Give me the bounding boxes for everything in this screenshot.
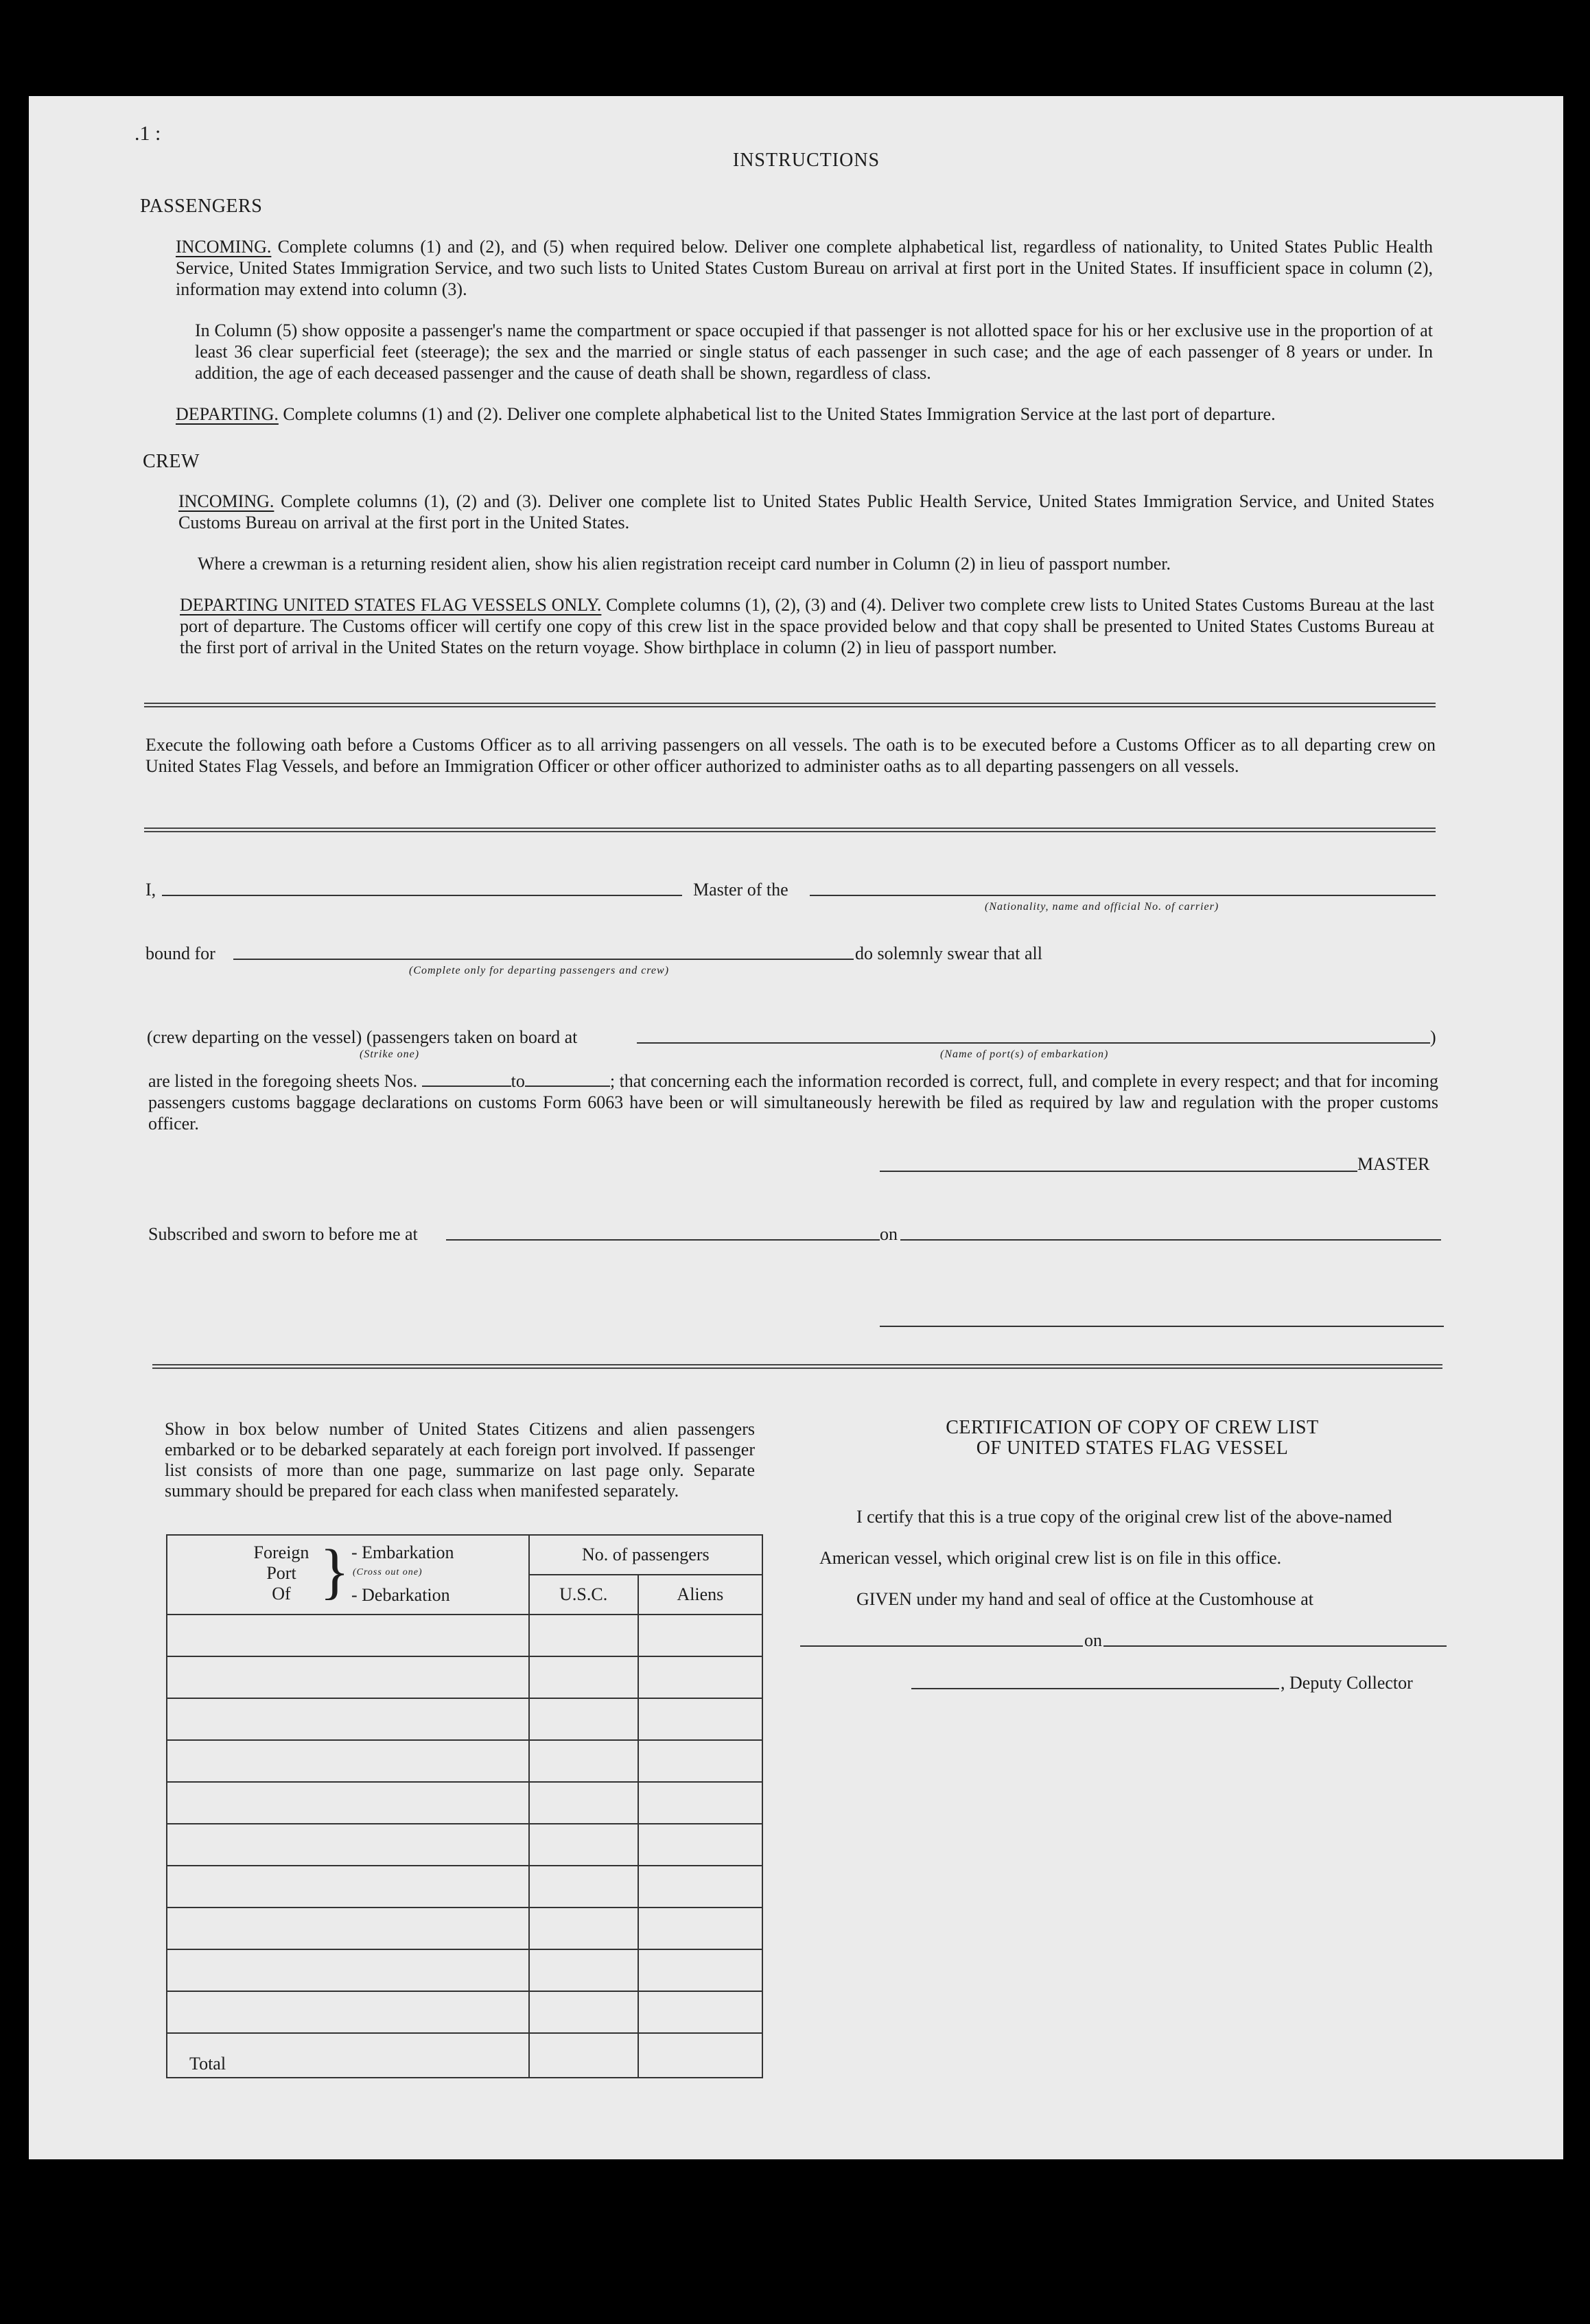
listed-pre-text: are listed in the foregoing sheets Nos. <box>148 1071 418 1091</box>
passengers-departing-label: DEPARTING. <box>176 404 279 424</box>
carrier-field[interactable] <box>810 895 1436 896</box>
usc-cell[interactable] <box>529 1824 638 1866</box>
usc-header: U.S.C. <box>529 1575 638 1615</box>
page-number-mark: .1 : <box>135 122 161 145</box>
crew-incoming-label: INCOMING. <box>178 491 274 511</box>
aliens-cell[interactable] <box>638 1656 762 1698</box>
passengers-incoming-text: Complete columns (1) and (2), and (5) when required below. Deliver one complete alphabetical list, regardless of nationality, to United States Public Health Service, United States Immigration Service, and two such lists to United States Custom Bureau on arrival at first port in the United States. If insufficient space in column (2), information may extend into column (3). <box>176 237 1433 299</box>
passengers-column5-paragraph: In Column (5) show opposite a passenger's name the compartment or space occupied if that passenger is not allotted space for his or her exclusive use in the proportion of at least 36 clear superficial feet (steerage); the sex and the married or single status of each passenger in such case; and the age of each passenger of 8 years or under. In addition, the age of each deceased passenger and the cause of death shall be shown, regardless of class. <box>195 320 1433 383</box>
aliens-cell[interactable] <box>638 1866 762 1908</box>
passenger-summary-table <box>166 1534 763 2078</box>
table-row <box>167 1615 762 1656</box>
embarkation-label: - Embarkation <box>351 1542 454 1562</box>
total-label: Total <box>167 2033 529 2078</box>
aliens-cell[interactable] <box>638 1949 762 1991</box>
port-note: (Name of port(s) of embarkation) <box>940 1048 1109 1060</box>
aliens-header: Aliens <box>638 1575 762 1615</box>
no-passengers-header: No. of passengers <box>529 1535 762 1575</box>
crew-resident-paragraph: Where a crewman is a returning resident alien, show his alien registration receipt card number in Column (2) in lieu of passport number. <box>198 554 1171 574</box>
port-cell[interactable] <box>167 1698 529 1740</box>
table-row <box>167 1782 762 1824</box>
certification-on-label: on <box>1084 1630 1102 1650</box>
table-row <box>167 1824 762 1866</box>
crew-departing-paragraph <box>180 594 1434 658</box>
aliens-cell[interactable] <box>638 1615 762 1656</box>
passengers-departing-paragraph <box>176 403 1433 425</box>
usc-cell[interactable] <box>529 1908 638 1949</box>
deputy-collector-label: , Deputy Collector <box>1281 1673 1413 1693</box>
port-cell[interactable] <box>167 1866 529 1908</box>
aliens-cell[interactable] <box>638 1698 762 1740</box>
usc-cell[interactable] <box>529 1656 638 1698</box>
subscribed-label: Subscribed and sworn to before me at <box>148 1224 418 1244</box>
strike-one-note: (Strike one) <box>360 1048 420 1060</box>
sworn-date-field[interactable] <box>900 1239 1441 1241</box>
aliens-cell[interactable] <box>638 1782 762 1824</box>
listed-to-text: to <box>511 1071 525 1091</box>
certification-heading-line1: CERTIFICATION OF COPY OF CREW LIST <box>946 1417 1319 1438</box>
deputy-collector-signature-field[interactable] <box>911 1688 1279 1689</box>
usc-cell[interactable] <box>529 1740 638 1782</box>
usc-cell[interactable] <box>529 1991 638 2033</box>
usc-cell[interactable] <box>529 1866 638 1908</box>
officer-signature-field[interactable] <box>880 1326 1444 1327</box>
certification-heading-line2: OF UNITED STATES FLAG VESSEL <box>976 1437 1289 1459</box>
port-cell[interactable] <box>167 1740 529 1782</box>
master-name-field[interactable] <box>162 895 682 896</box>
crew-incoming-text: Complete columns (1), (2) and (3). Deliver one complete list to United States Public Health Service, United States Immigration Service, and United States Customs Bureau on arrival at the first port in the United States. <box>178 491 1434 532</box>
listed-post-text: ; that concerning each the information recorded is correct, full, and complete in every respect; and that for incoming passengers customs baggage declarations on customs Form 6063 have been or will simultaneously herewith be filed as required by law and regulation with the proper customs officer. <box>148 1071 1438 1134</box>
bound-for-note: (Complete only for departing passengers and crew) <box>409 965 670 976</box>
table-row <box>167 1991 762 2033</box>
port-cell[interactable] <box>167 1949 529 1991</box>
page-title: INSTRUCTIONS <box>732 150 880 171</box>
bound-for-label: bound for <box>145 943 215 963</box>
sheet-from-field[interactable] <box>422 1072 511 1087</box>
crew-departing-text: Complete columns (1), (2), (3) and (4). Deliver two complete crew lists to United States Customs Bureau at the last port of departure. The Customs officer will certify one copy of this crew list in the space provided below and that copy shall be presented to United States Customs Bureau at the first port of arrival in the United States on the return voyage. Show birthplace in column (2) in lieu of passport number. <box>180 595 1434 657</box>
section-divider <box>144 828 1436 832</box>
sworn-at-field[interactable] <box>446 1239 880 1241</box>
brace-symbol: } <box>320 1538 350 1606</box>
oath-on-label: on <box>880 1224 898 1244</box>
of-label: Of <box>272 1584 291 1604</box>
port-cell[interactable] <box>167 1782 529 1824</box>
table-row <box>167 1949 762 1991</box>
usc-cell[interactable] <box>529 1782 638 1824</box>
oath-instructions: Execute the following oath before a Customs Officer as to all arriving passengers on all vessels. The oath is to be executed before a Customs Officer as to all departing crew on United States Flag Vessels, and before an Immigration Officer or other officer authorized to administer oaths as to all departing passengers on all vessels. <box>145 735 1436 776</box>
certification-heading <box>803 1418 1462 1459</box>
aliens-cell[interactable] <box>638 1740 762 1782</box>
passengers-heading: PASSENGERS <box>140 196 263 217</box>
crew-departing-label: DEPARTING UNITED STATES FLAG VESSELS ONLY. <box>180 595 602 615</box>
usc-total-cell[interactable] <box>529 2033 638 2078</box>
table-row <box>167 1908 762 1949</box>
foreign-port-header <box>167 1535 529 1615</box>
master-of-the-label: Master of the <box>693 880 788 900</box>
cross-out-note: (Cross out one) <box>353 1567 423 1577</box>
port-cell[interactable] <box>167 1908 529 1949</box>
usc-cell[interactable] <box>529 1615 638 1656</box>
vessel-text: American vessel, which original crew list is on file in this office. <box>819 1548 1282 1568</box>
sheet-to-field[interactable] <box>525 1072 610 1087</box>
port-cell[interactable] <box>167 1656 529 1698</box>
port-cell[interactable] <box>167 1615 529 1656</box>
passengers-incoming-paragraph <box>176 236 1433 300</box>
debarkation-label: - Debarkation <box>351 1585 450 1605</box>
table-row <box>167 1698 762 1740</box>
summary-instructions: Show in box below number of United States Citizens and alien passengers embarked or to be debarked separately at each foreign port involved. If passenger list consists of more than one page, summarize on last page only. Separate summary should be prepared for each class when manifested separately. <box>165 1419 755 1501</box>
section-divider <box>144 703 1436 707</box>
usc-cell[interactable] <box>529 1698 638 1740</box>
crew-passengers-text: (crew departing on the vessel) (passengers taken on board at <box>147 1027 578 1047</box>
oath-i-label: I, <box>145 880 156 900</box>
aliens-total-cell[interactable] <box>638 2033 762 2078</box>
port-label: Port <box>266 1563 296 1583</box>
master-label: MASTER <box>1357 1154 1430 1174</box>
certify-text: I certify that this is a true copy of the original crew list of the above-named <box>856 1507 1392 1527</box>
table-row <box>167 1656 762 1698</box>
certification-date-field[interactable] <box>1103 1645 1447 1647</box>
foreign-label: Foreign <box>253 1542 309 1562</box>
bound-for-field[interactable] <box>233 959 854 960</box>
master-signature-field[interactable] <box>880 1171 1357 1172</box>
listed-sheets-paragraph <box>148 1070 1438 1134</box>
table-row <box>167 1866 762 1908</box>
passengers-departing-text: Complete columns (1) and (2). Deliver one complete alphabetical list to the United States Immigration Service at the last port of departure. <box>278 404 1276 424</box>
crew-heading: CREW <box>143 451 200 472</box>
usc-cell[interactable] <box>529 1949 638 1991</box>
port-cell[interactable] <box>167 1824 529 1866</box>
customhouse-field[interactable] <box>800 1645 1083 1647</box>
given-text: GIVEN under my hand and seal of office at the Customhouse at <box>856 1589 1313 1609</box>
section-divider <box>152 1364 1442 1369</box>
passengers-incoming-label: INCOMING. <box>176 237 272 257</box>
total-row <box>167 2033 762 2078</box>
table-row <box>167 1740 762 1782</box>
carrier-note: (Nationality, name and official No. of carrier) <box>985 901 1219 913</box>
aliens-cell[interactable] <box>638 1908 762 1949</box>
aliens-cell[interactable] <box>638 1991 762 2033</box>
close-paren: ) <box>1430 1027 1436 1047</box>
aliens-cell[interactable] <box>638 1824 762 1866</box>
port-cell[interactable] <box>167 1991 529 2033</box>
port-of-embarkation-field[interactable] <box>637 1042 1430 1044</box>
solemnly-swear-text: do solemnly swear that all <box>855 943 1042 963</box>
crew-incoming-paragraph <box>178 491 1434 533</box>
